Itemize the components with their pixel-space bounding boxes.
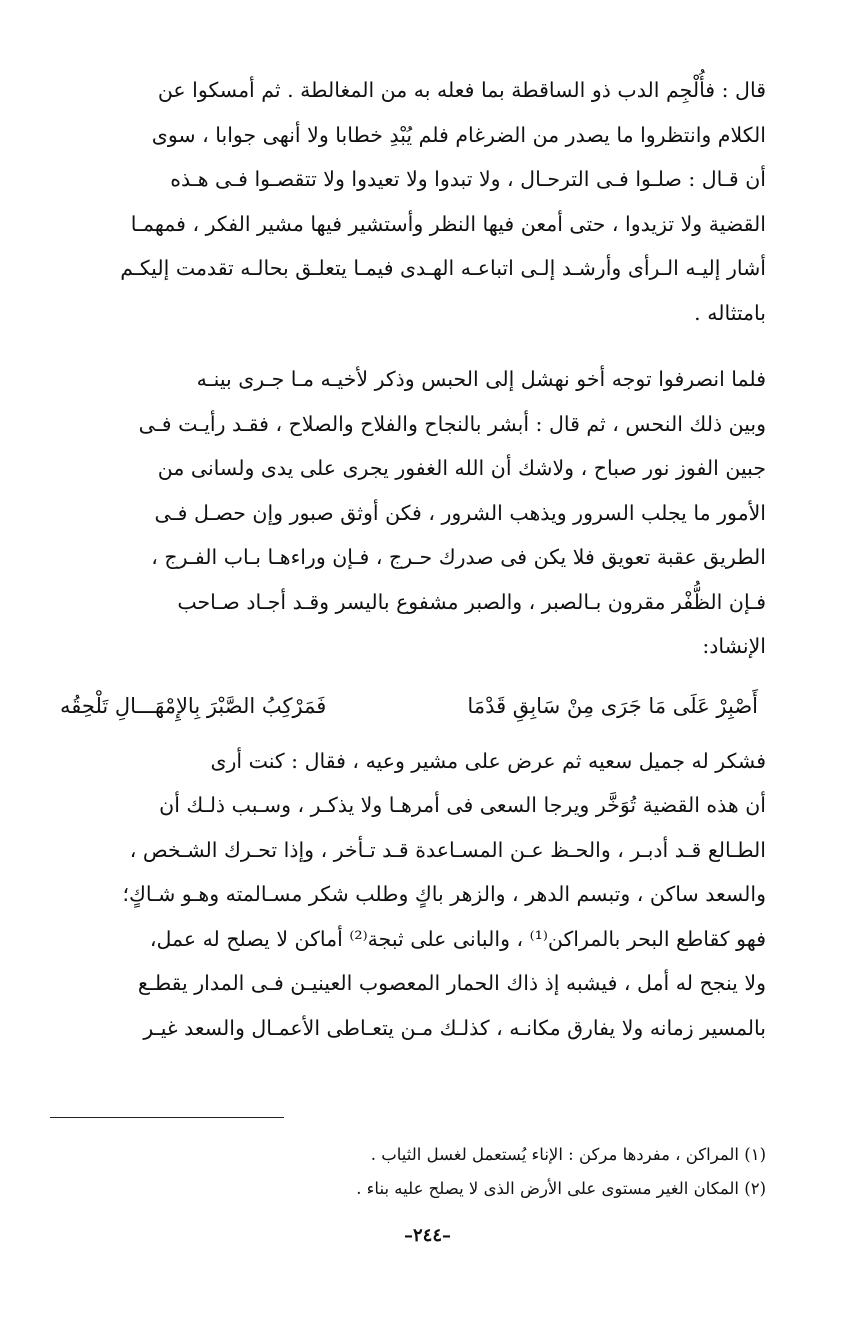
text-line: الأمور ما يجلب السرور ويذهب الشرور ، فكن أوثق صبور وإن حصـل فـى — [154, 500, 766, 525]
verse-hemistich-first: أَصْبِرْ عَلَى مَا جَرَى مِنْ سَابِقِ قَدْمَا — [467, 693, 758, 718]
verse-hemistich-second: فَمَرْكِبُ الصَّبْرَ بِالإِمْهَـــالِ تَلْحِقُه — [60, 693, 327, 718]
text-line: ولا ينجح له أمل ، فيشبه إذ ذاك الحمار المعصوب العينيـن فـى المدار يقطـع — [137, 971, 766, 995]
text-line: والسعد ساكن ، وتبسم الدهر ، والزهر باكٍ وطلب شكر مسـالمته وهـو شـاكٍ؛ — [122, 882, 766, 906]
text-line: قال : فأُلْجِم الدب ذو الساقطة بما فعله به من المغالطة . ثم أمسكوا عن — [157, 78, 766, 102]
poetry-verse — [50, 683, 766, 729]
text-line: الطريق عقبة تعويق فلا يكن فى صدرك حـرج ، فـإن وراءهـا بـاب الفـرج ، — [151, 545, 766, 569]
text-line: فـإن الظُّفْر مقرون بـالصبر ، والصبر مشفوع باليسر وقـد أجـاد صـاحب — [177, 589, 766, 614]
text-line: فلما انصرفوا توجه أخو نهشل إلى الحبس وذكر لأخيـه مـا جـرى بينـه — [196, 367, 766, 391]
text-line: بالمسير زمانه ولا يفارق مكانـه ، كذلـك مـن يتعـاطى الأعمـال والسعد غيـر — [143, 1015, 766, 1040]
text-line: الطـالع قـد أدبـر ، والحـظ عـن المسـاعدة قـد تـأخر ، وإذا تحـرك الشـخص ، — [129, 837, 766, 862]
paragraph-3 — [50, 739, 766, 1051]
text-line: جبين الفوز نور صباح ، ولاشك أن الله الغفور يجرى على يدى ولسانى من — [157, 456, 766, 480]
text-line: الإنشاد: — [702, 634, 766, 658]
page-body — [50, 68, 766, 1050]
text-line: أشار إليـه الـرأى وأرشـد إلـى اتباعـه الهـدى فيمـا يتعلـق بحالـه تقدمت إليكـم — [120, 256, 766, 280]
footnote-separator — [50, 1117, 284, 1118]
text-line: الكلام وانتظروا ما يصدر من الضرغام فلم يُبْدِ خطابا ولا أنهى جوابا ، سوى — [151, 122, 766, 147]
text-line: القضية ولا تزيدوا ، حتى أمعن فيها النظر وأستشير فيها مشير الفكر ، فمهمـا — [130, 211, 766, 236]
footnote-2: (٢) المكان الغير مستوى على الأرض الذى لا يصلح عليه بناء . — [356, 1179, 766, 1198]
text-line: وبين ذلك النحس ، ثم قال : أبشر بالنجاح والفلاح والصلاح ، فقـد رأيـت فـى — [138, 411, 766, 436]
page-number: –٢٤٤– — [403, 1225, 451, 1246]
text-line: فشكر له جميل سعيه ثم عرض على مشير وعيه ، فقال : كنت أرى — [210, 748, 766, 773]
footnotes — [50, 1138, 766, 1206]
paragraph-1 — [50, 68, 766, 335]
text-line: فهو كقاطع البحر بالمراكن⁽¹⁾ ، والبانى على ثبجة⁽²⁾ أماكن لا يصلح له عمل، — [149, 926, 766, 951]
text-line: بامتثاله . — [694, 300, 766, 325]
text-line: أن هذه القضية تُوَخَّر ويرجا السعى فى أمرهـا ولا يذكـر ، وسـبب ذلـك أن — [159, 793, 766, 817]
text-line: أن قـال : صلـوا فـى الترحـال ، ولا تبدوا ولا تعيدوا ولا تتقصـوا فـى هـذه — [170, 167, 766, 191]
paragraph-2 — [50, 357, 766, 669]
footnote-1: (١) المراكن ، مفردها مركن : الإناء يُستعمل لغسل الثياب . — [370, 1145, 766, 1164]
